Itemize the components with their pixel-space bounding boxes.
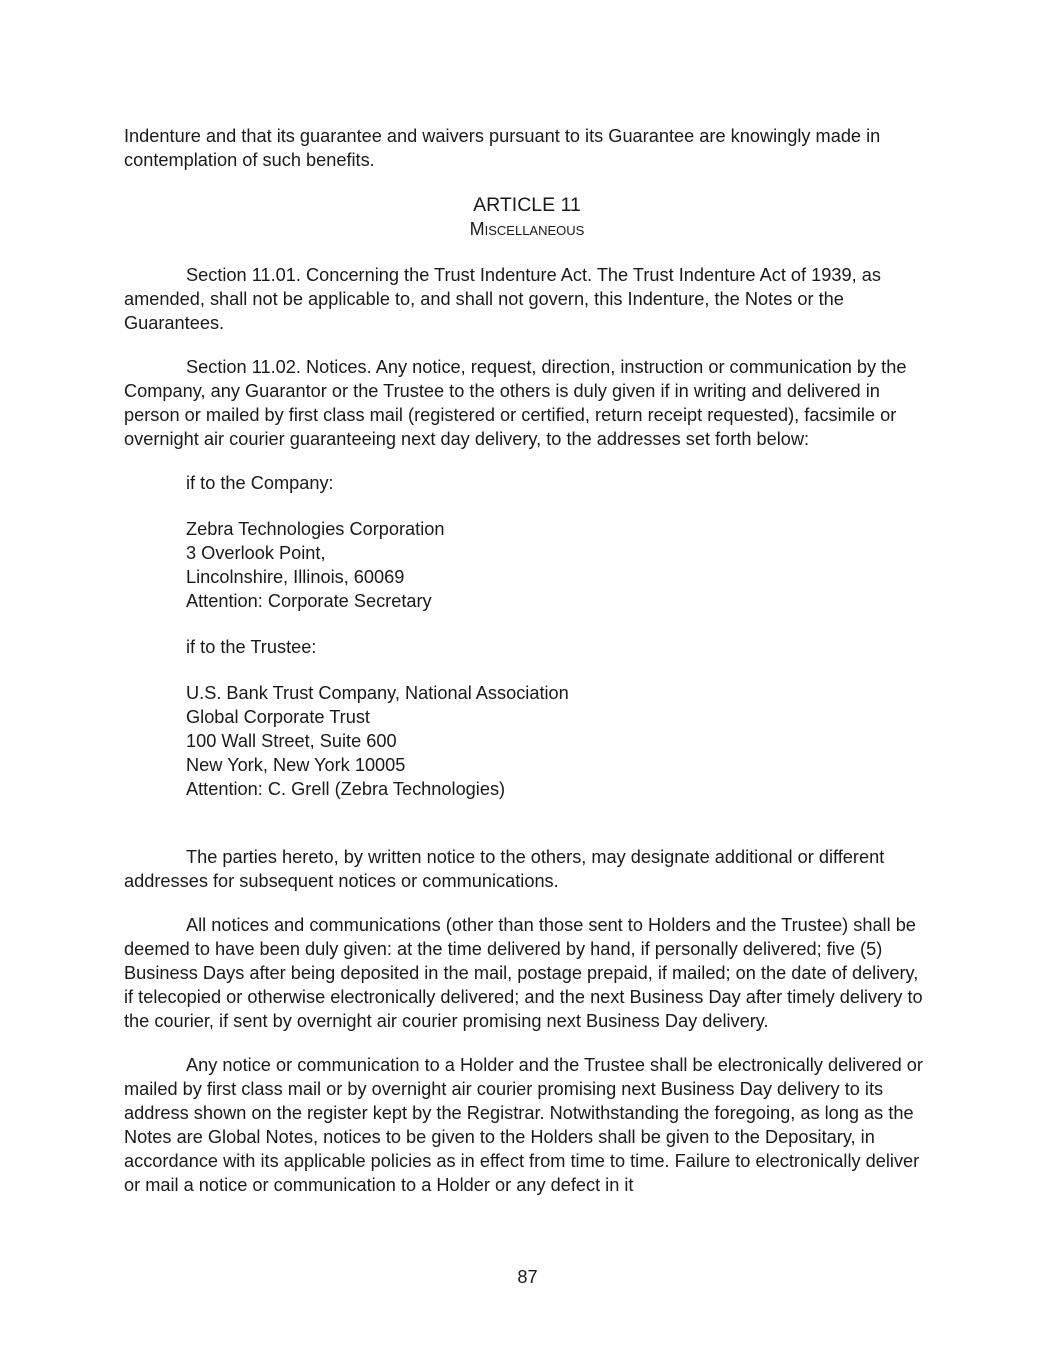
article-subtitle: Miscellaneous bbox=[469, 219, 585, 239]
section-11-02-paragraph: Section 11.02. Notices. Any notice, request, direction, instruction or communication by the Company, any Guarantor or the Trustee to the others is duly given if in writing and delivered in person or mailed by first class mail (registered or certified, return receipt requested), facsimile or overnight air courier guaranteeing next day delivery, to the addresses set forth below: bbox=[124, 357, 907, 449]
trustee-intro-text: if to the Trustee: bbox=[186, 637, 317, 657]
trustee-address-line: U.S. Bank Trust Company, National Association bbox=[186, 683, 569, 703]
designate-addresses-paragraph: The parties hereto, by written notice to the others, may designate additional or different addresses for subsequent notices or communications. bbox=[124, 847, 885, 891]
trustee-notice-intro bbox=[186, 635, 930, 659]
holder-notice-paragraph: Any notice or communication to a Holder and the Trustee shall be electronically delivered or mailed by first class mail or by overnight air courier promising next Business Day delivery to its address shown on the register kept by the Registrar. Notwithstanding the foregoing, as long as the Notes are Global Notes, notices to be given to the Holders shall be given to the Depositary, in accordance with its applicable policies as in effect from time to time. Failure to electronically deliver or mail a notice or communication to a Holder or any defect in it bbox=[124, 1055, 923, 1195]
article-title: ARTICLE 11 bbox=[473, 194, 581, 216]
company-address-line: Attention: Corporate Secretary bbox=[186, 591, 432, 611]
company-notice-intro bbox=[186, 471, 930, 495]
company-address-line: Zebra Technologies Corporation bbox=[186, 519, 445, 539]
trustee-address-line: Attention: C. Grell (Zebra Technologies) bbox=[186, 779, 506, 799]
trustee-address-line: 100 Wall Street, Suite 600 bbox=[186, 731, 397, 751]
intro-continuation-paragraph: Indenture and that its guarantee and waivers pursuant to its Guarantee are knowingly made in contemplation of such benefits. bbox=[124, 126, 881, 170]
section-11-01-paragraph: Section 11.01. Concerning the Trust Indenture Act. The Trust Indenture Act of 1939, as amended, shall not be applicable to, and shall not govern, this Indenture, the Notes or the Guarantees. bbox=[124, 265, 881, 333]
trustee-address-line: New York, New York 10005 bbox=[186, 755, 406, 775]
trustee-address-line: Global Corporate Trust bbox=[186, 707, 370, 727]
trustee-address-block bbox=[186, 681, 930, 801]
page-number: 87 bbox=[517, 1267, 538, 1287]
company-intro-text: if to the Company: bbox=[186, 473, 334, 493]
company-address-block bbox=[186, 517, 930, 613]
all-notices-paragraph: All notices and communications (other than those sent to Holders and the Trustee) shall be deemed to have been duly given: at the time delivered by hand, if personally delivered; five (5) Business Days after being deposited in the mail, postage prepaid, if mailed; on the date of delivery, if telecopied or otherwise electronically delivered; and the next Business Day after timely delivery to the courier, if sent by overnight air courier promising next Business Day delivery. bbox=[124, 915, 923, 1031]
company-address-line: Lincolnshire, Illinois, 60069 bbox=[186, 567, 405, 587]
company-address-line: 3 Overlook Point, bbox=[186, 543, 326, 563]
document-body bbox=[124, 124, 930, 1217]
